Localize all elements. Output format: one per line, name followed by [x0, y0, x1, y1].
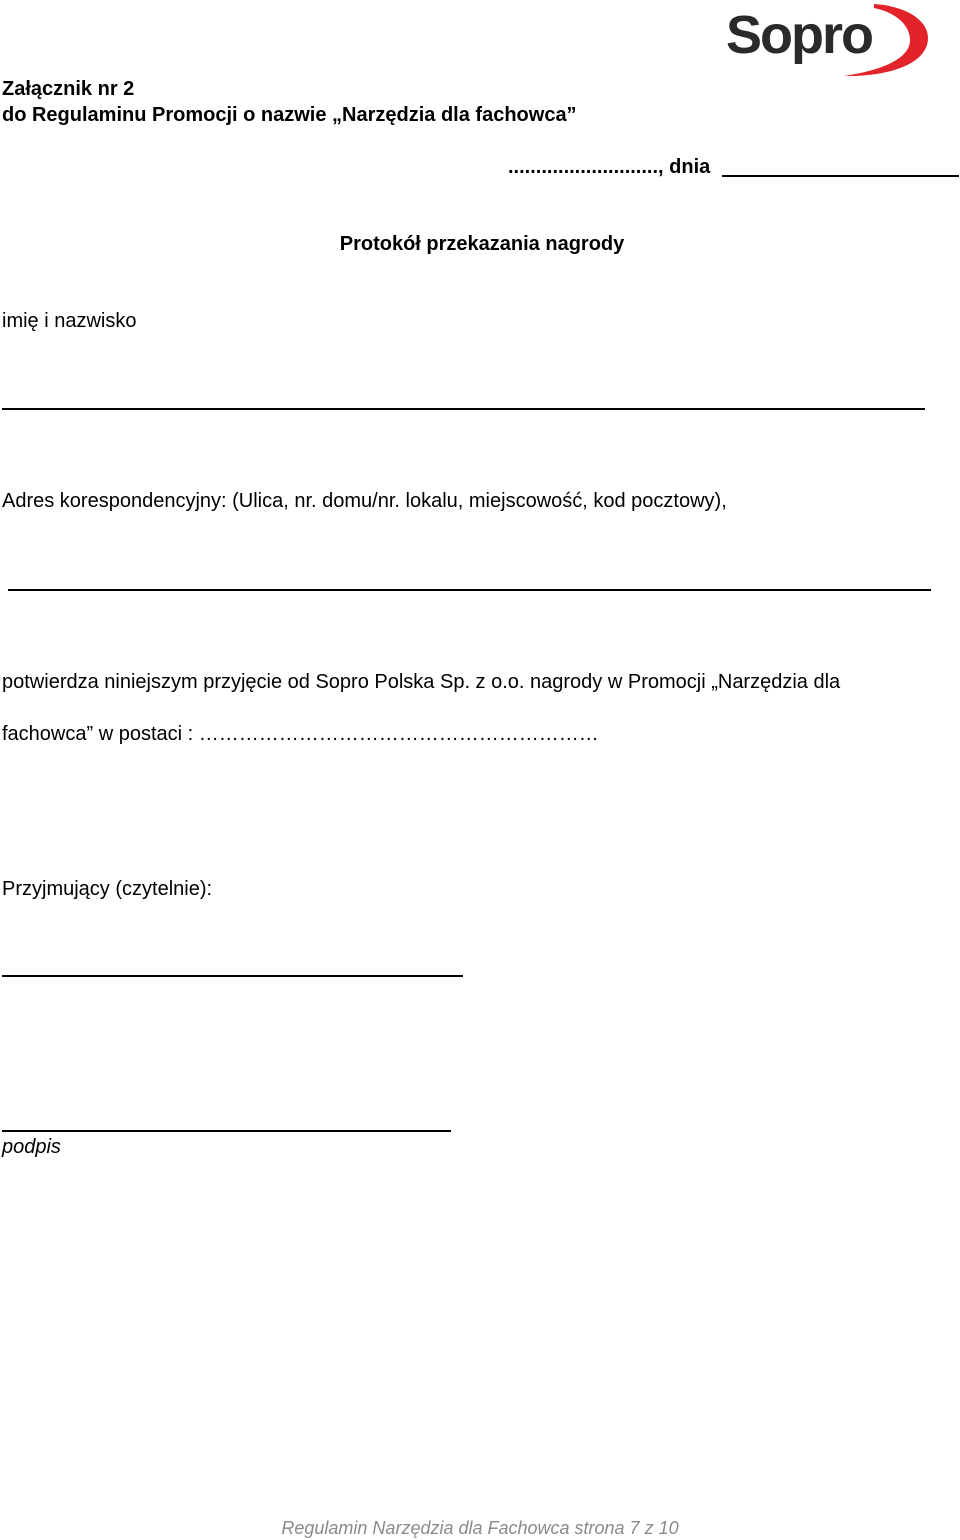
sopro-logo — [724, 0, 930, 78]
attachment-number: Załącznik nr 2 — [2, 78, 135, 100]
date-field-line[interactable] — [722, 175, 959, 177]
date-label: ..........................., dnia — [508, 156, 711, 178]
address-field-line[interactable] — [8, 589, 931, 591]
receiver-label: Przyjmujący (czytelnie): — [2, 878, 213, 900]
name-label: imię i nazwisko — [2, 310, 137, 332]
signature-label: podpis — [2, 1136, 61, 1158]
confirmation-text-line1: potwierdza niniejszym przyjęcie od Sopro Polska Sp. z o.o. nagrody w Promocji „Narzędzia dla — [2, 671, 841, 693]
name-field-line[interactable] — [2, 408, 925, 410]
signature-field-line[interactable] — [2, 1130, 451, 1132]
confirmation-text-line2: fachowca” w postaci : …………………………………………………… — [2, 723, 599, 745]
page-footer: Regulamin Narzędzia dla Fachowca strona 7 z 10 — [281, 1518, 679, 1538]
attachment-regulation: do Regulaminu Promocji o nazwie „Narzędzia dla fachowca” — [2, 104, 577, 126]
receiver-field-line[interactable] — [2, 975, 463, 977]
document-title: Protokół przekazania nagrody — [339, 233, 625, 255]
address-label: Adres korespondencyjny: (Ulica, nr. domu/nr. lokalu, miejscowość, kod pocztowy), — [2, 490, 727, 512]
logo-text: Sopro — [726, 5, 872, 65]
